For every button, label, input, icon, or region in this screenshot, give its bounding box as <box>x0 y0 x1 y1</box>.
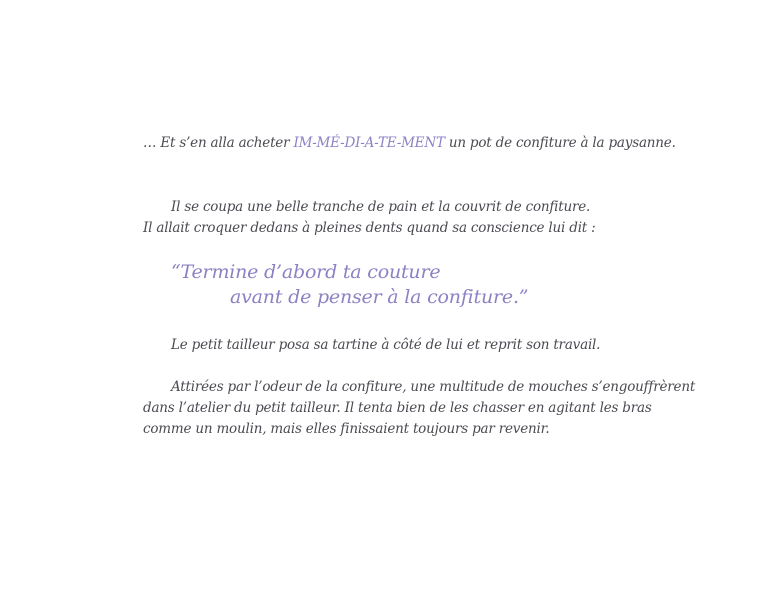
paragraph3-line-1: Attirées par l’odeur de la confiture, une multitude de mouches s’engouffrèrent <box>171 379 696 395</box>
intro-emphasis: IM-MÉ-DI-A-TE-MENT <box>293 135 445 151</box>
paragraph3-line-3: comme un moulin, mais elles finissaient toujours par revenir. <box>143 421 550 437</box>
paragraph3-line-2: dans l’atelier du petit tailleur. Il tenta bien de les chasser en agitant les bras <box>143 400 652 416</box>
paragraph2-line-1: Le petit tailleur posa sa tartine à côté de lui et reprit son travail. <box>171 337 601 353</box>
paragraph1-line-1: Il se coupa une belle tranche de pain et la couvrit de confiture. <box>171 199 591 215</box>
quote-line-1: “Termine d’abord ta couture <box>171 261 441 283</box>
quote-line-2: avant de penser à la confiture.” <box>230 286 529 308</box>
paragraph1-line-2: Il allait croquer dedans à pleines dents quand sa conscience lui dit : <box>143 220 596 236</box>
intro-after: un pot de confiture à la paysanne. <box>444 135 676 151</box>
intro-line <box>143 134 676 152</box>
intro-before: … Et s’en alla acheter <box>143 135 294 151</box>
